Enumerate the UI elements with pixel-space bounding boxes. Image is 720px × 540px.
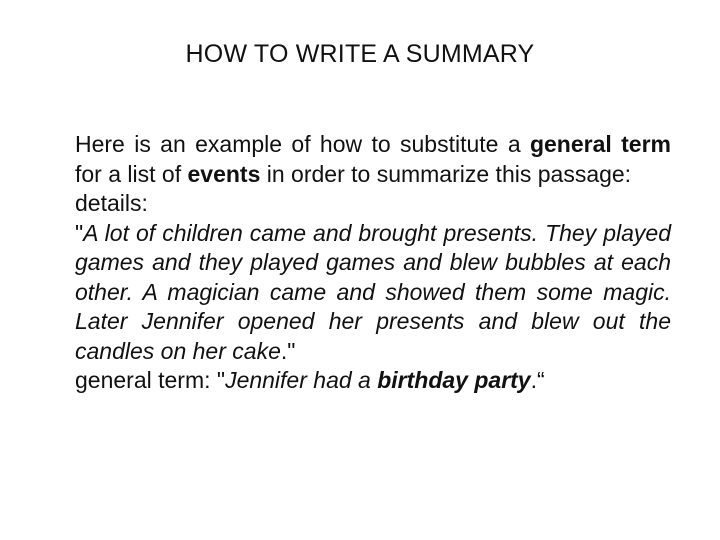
slide-body (75, 130, 671, 396)
intro-paragraph (75, 130, 671, 189)
details-close: ." (280, 337, 296, 364)
general-term-line (75, 366, 671, 396)
details-label: details: (75, 190, 148, 216)
intro-text-3: in order to summarize this passage: (260, 160, 632, 187)
intro-text-2: for a list of (75, 160, 188, 187)
intro-bold-general-term: general term (529, 131, 671, 157)
intro-text-1: Here is an example of how to substitute a (75, 131, 530, 157)
intro-bold-events: events (187, 160, 261, 187)
details-open-quote: " (75, 219, 84, 246)
general-term-close: .“ (530, 367, 545, 393)
general-term-bold: birthday party (377, 367, 531, 393)
general-term-text: Jennifer had a (225, 367, 378, 393)
details-text: A lot of children came and brought presents. They played games and they played games and blew bubbles at each other. A magician came and showed them some magic. Later Jennifer opened her presents and blew out the candles on her cake (75, 219, 671, 364)
details-paragraph (75, 219, 671, 367)
slide-title: HOW TO WRITE A SUMMARY (185, 40, 535, 68)
general-term-label: general term: " (75, 367, 226, 393)
